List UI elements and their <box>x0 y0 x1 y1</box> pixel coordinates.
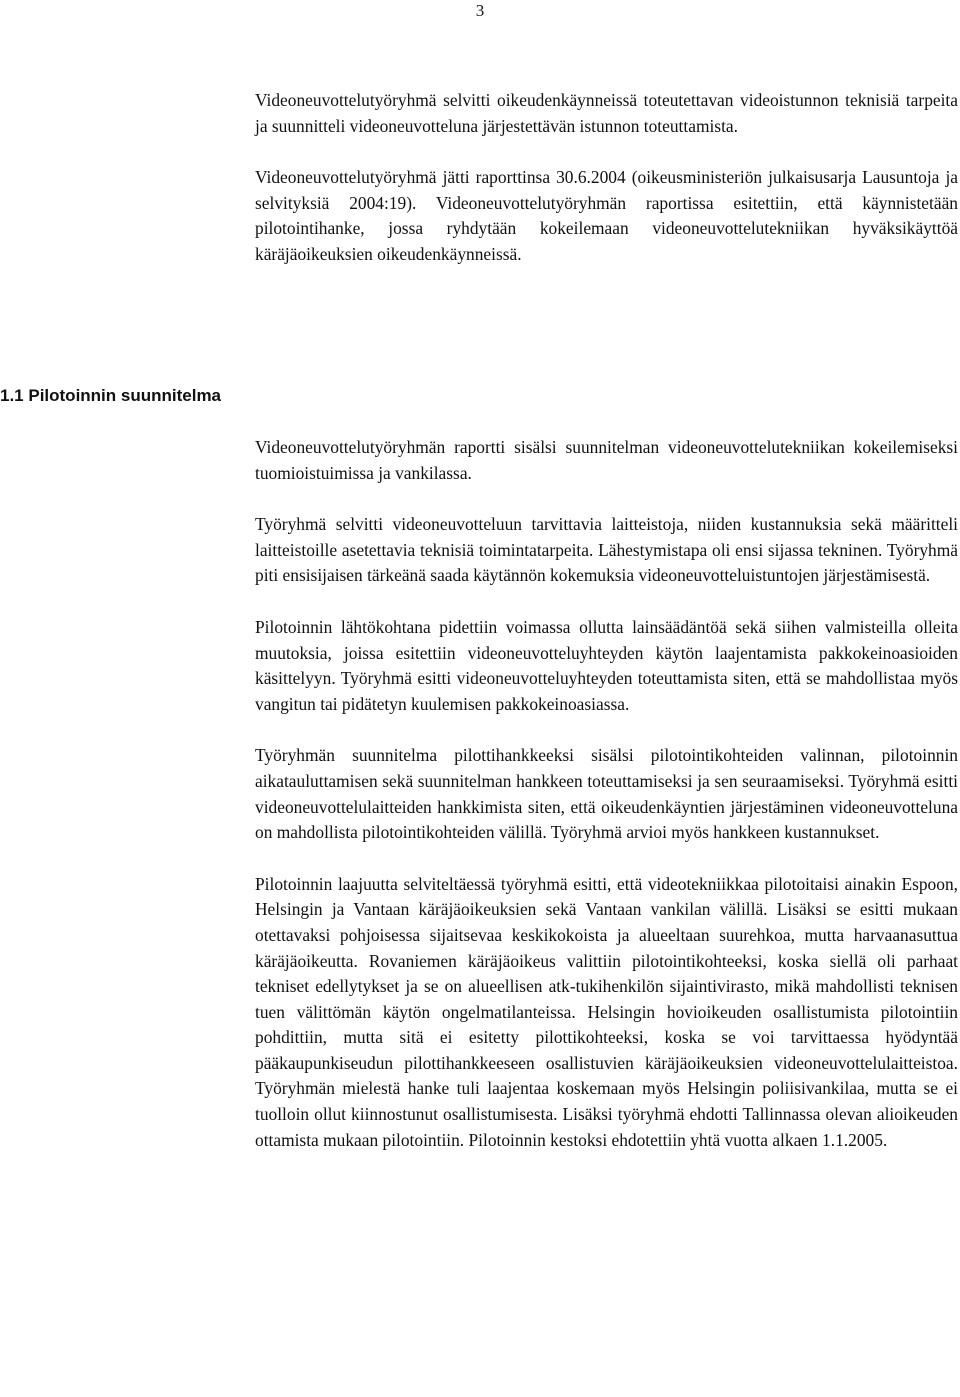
intro-body <box>255 88 958 294</box>
section-paragraph-2: Työryhmä selvitti videoneuvotteluun tarvittavia laitteistoja, niiden kustannuksia sekä määritteli laitteistoille asetettavia teknisiä toimintatarpeita. Lähestymistapa oli ensi sijassa tekninen. Työryhmä piti ensisijaisen tärkeänä saada käytännön kokemuksia videoneuvotteluistuntojen järjestämisestä. <box>255 514 958 586</box>
intro-paragraph-1: Videoneuvottelutyöryhmä selvitti oikeudenkäynneissä toteutettavan videoistunnon teknisiä tarpeita ja suunnitteli videoneuvotteluna järjestettävän istunnon toteuttamista. <box>255 90 958 136</box>
section-body <box>255 435 958 1179</box>
page-number: 3 <box>475 1 485 20</box>
section-paragraph-3: Pilotoinnin lähtökohtana pidettiin voimassa ollutta lainsäädäntöä sekä siihen valmisteilla olleita muutoksia, joissa esitettiin videoneuvotteluyhteyden käytön laajentamista pakkokeinoasioiden käsittelyyn. Työryhmä esitti videoneuvotteluyhteyden toteuttamista siten, että se mahdollistaa myös vangitun tai pidätetyn kuulemisen pakkokeinoasiassa. <box>255 616 958 714</box>
section-heading: 1.1 Pilotoinnin suunnitelma <box>0 386 222 405</box>
intro-paragraph-2: Videoneuvottelutyöryhmä jätti raporttinsa 30.6.2004 (oikeusministeriön julkaisusarja Lausuntoja ja selvityksiä 2004:19). Videoneuvottelutyöryhmän raportissa esitettiin, että käynnistetään pilotointihanke, jossa ryhdytään kokeilemaan videoneuvottelutekniikan hyväksikäyttöä käräjäoikeuksien oikeudenkäynneissä. <box>255 167 958 264</box>
section-paragraph-5: Pilotoinnin laajuutta selviteltäessä työryhmä esitti, että videotekniikkaa pilotoitaisi ainakin Espoon, Helsingin ja Vantaan käräjäoikeuksien sekä Vantaan vankilan välillä. Lisäksi se esitti mukaan otettavaksi pohjoisessa sijaitsevaa keskikokoista ja alueeltaan suurehkoa, mutta harvaanasuttua käräjäoikeutta. Rovaniemen käräjäoikeus valittiin pilotointikohteeksi, koska siellä oli parhaat tekniset edellytykset ja se on alueellisen atk-tukihenkilön sijaintivirasto, mikä mahdollisti teknisen tuen välittömän käytön ongelmatilanteissa. Helsingin hovioikeuden osallistumista pilotointiin pohdittiin, mutta sitä ei esitetty pilottikohteeksi, koska se voi tarvittaessa hyödyntää pääkaupunkiseudun pilottihankkeeseen osallistuvien käräjäoikeuksien videoneuvottelulaitteistoa. Työryhmän mielestä hanke tuli laajentaa koskemaan myös Helsingin poliisivankilaa, mutta se ei tuolloin ollut kiinnostunut osallistumisesta. Lisäksi työryhmä ehdotti Tallinnassa olevan alioikeuden ottamista mukaan pilotointiin. Pilotoinnin kestoksi ehdotettiin yhtä vuotta alkaen 1.1.2005. <box>255 873 958 1150</box>
section-paragraph-1: Videoneuvottelutyöryhmän raportti sisälsi suunnitelman videoneuvottelutekniikan kokeilemiseksi tuomioistuimissa ja vankilassa. <box>255 437 958 483</box>
section-paragraph-4: Työryhmän suunnitelma pilottihankkeeksi sisälsi pilotointikohteiden valinnan, pilotoinnin aikatauluttamisen sekä suunnitelman hankkeen toteuttamiseksi ja sen seuraamiseksi. Työryhmä esitti videoneuvottelulaitteiden hankkimista siten, että oikeudenkäyntien järjestäminen videoneuvotteluna on mahdollista pilotointikohteiden välillä. Työryhmä arvioi myös hankkeen kustannukset. <box>255 745 958 843</box>
